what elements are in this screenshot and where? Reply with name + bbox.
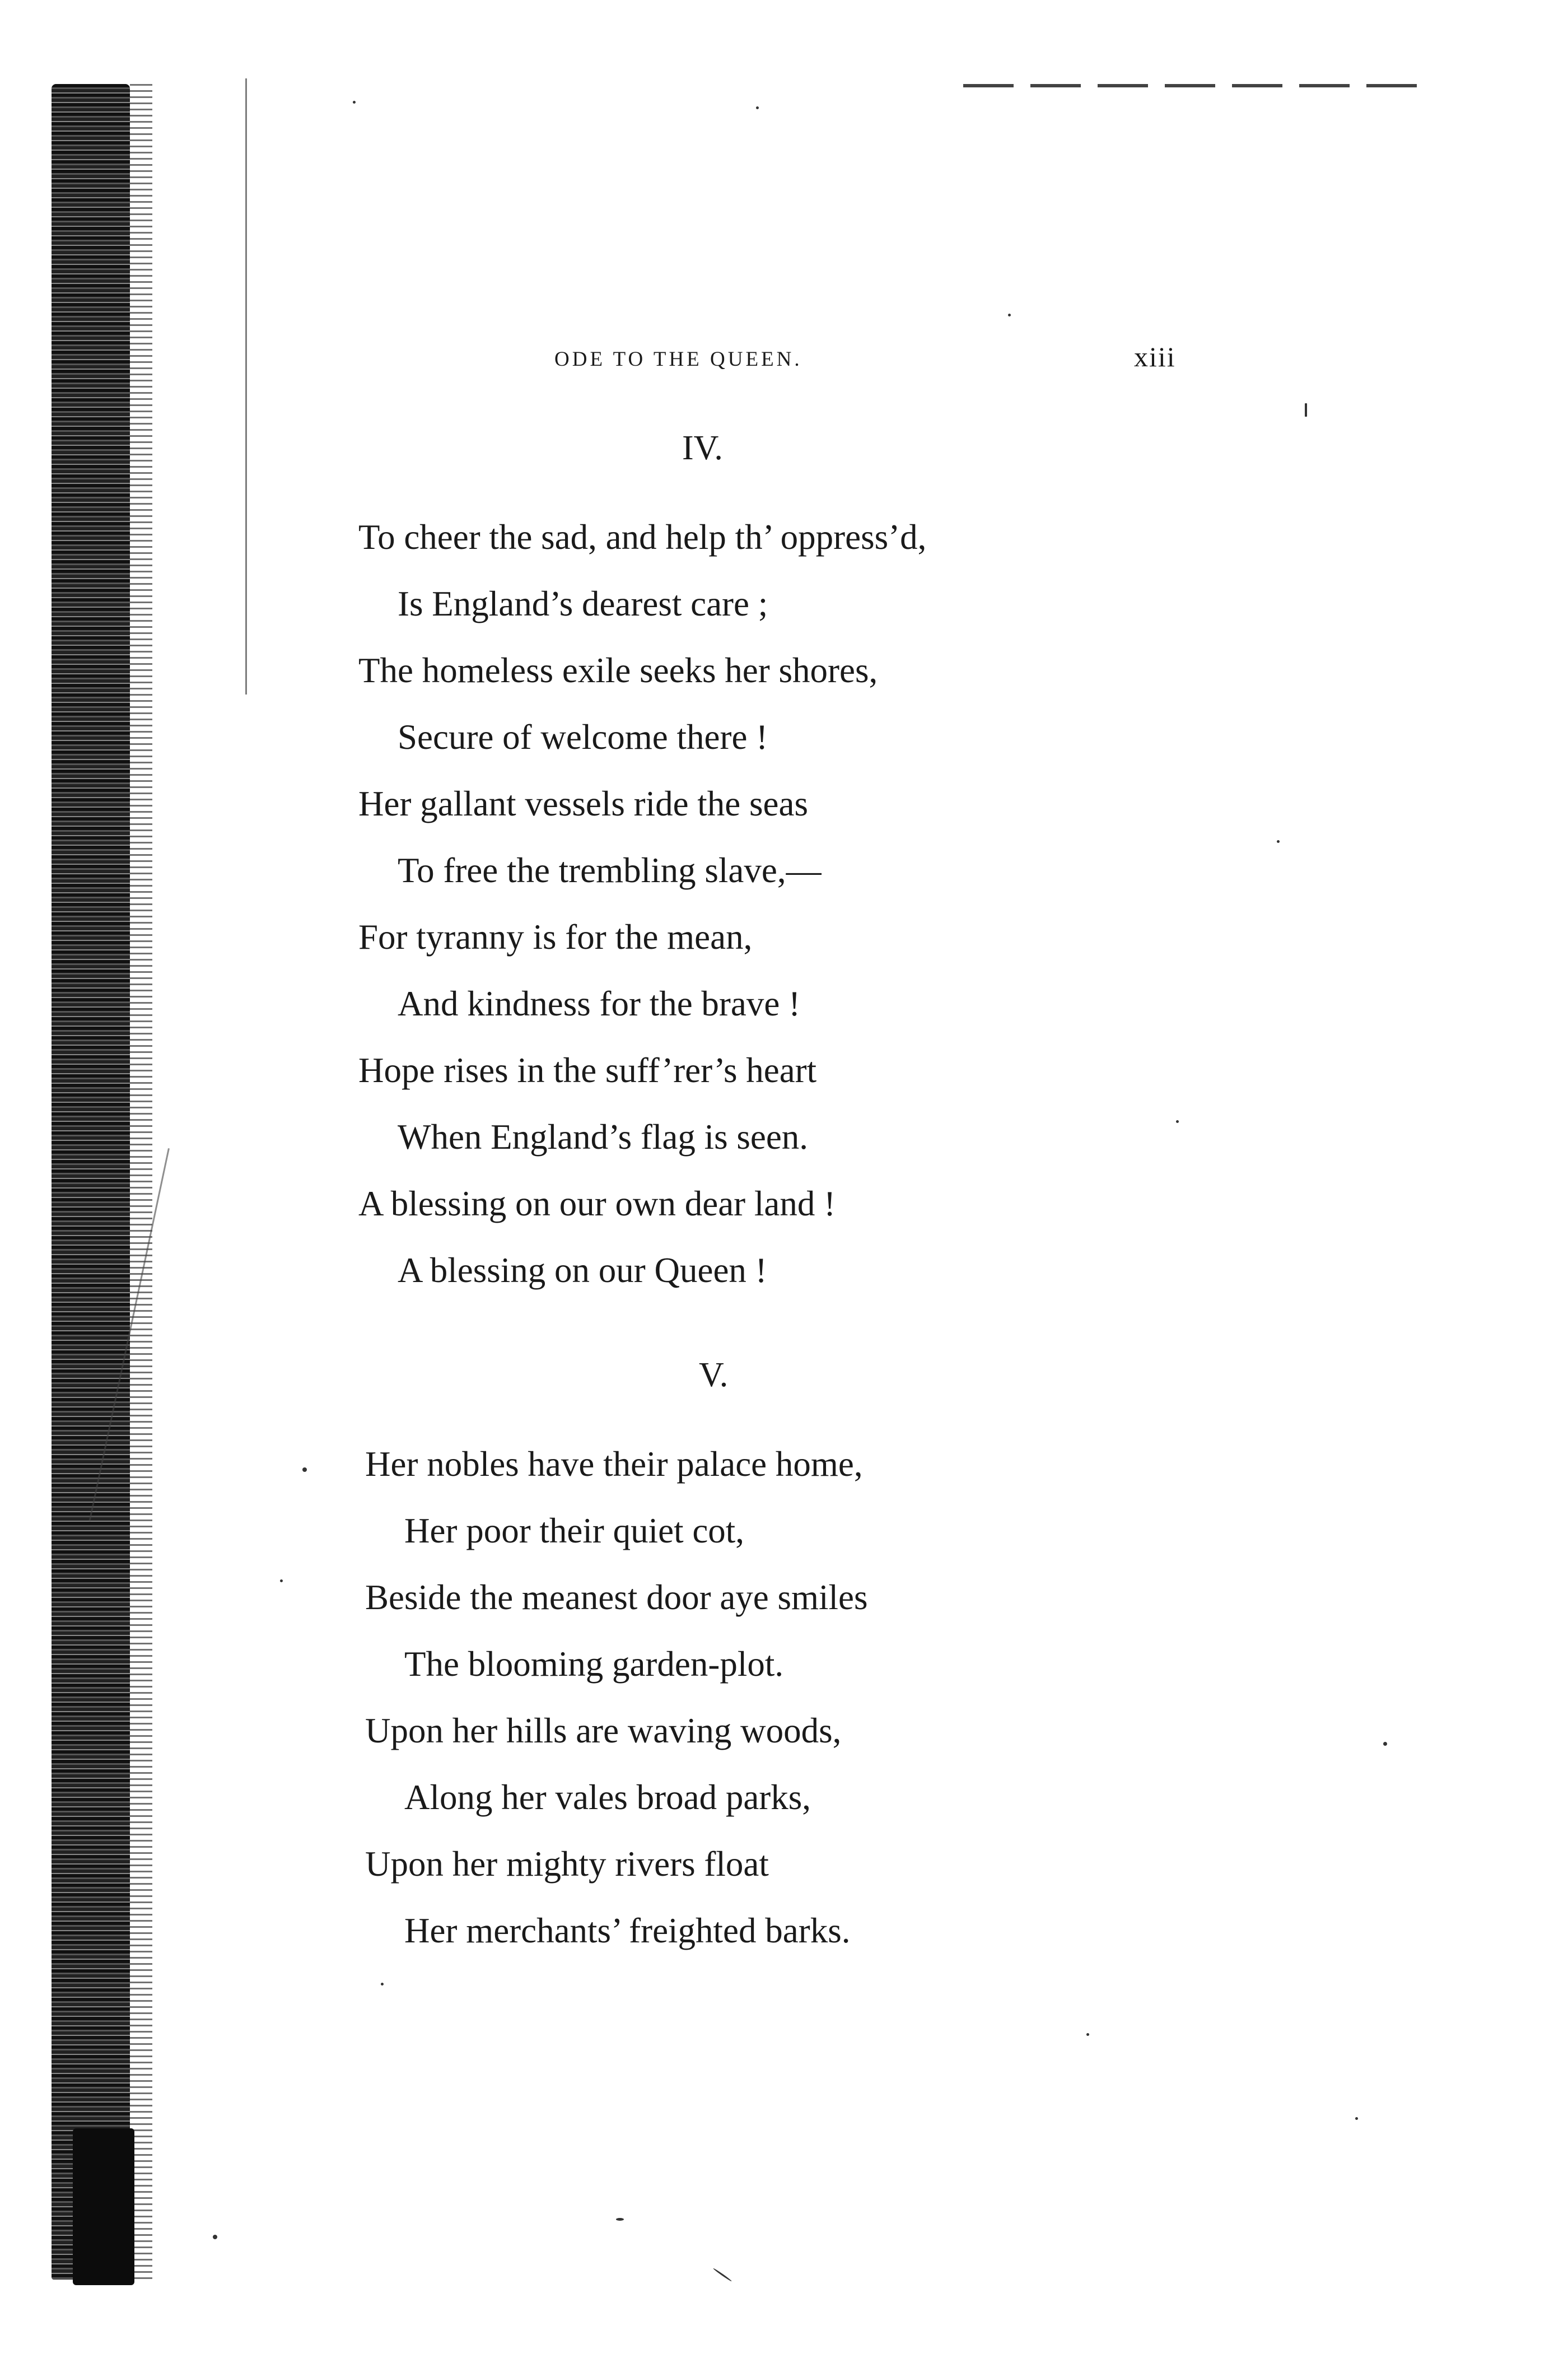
- verse-line: Upon her mighty rivers float: [365, 1844, 769, 1884]
- verse-line: Her gallant vessels ride the seas: [358, 784, 808, 823]
- verse-line: Is England’s dearest care ;: [398, 584, 768, 623]
- gutter-line: [245, 78, 247, 695]
- running-head: ODE TO THE QUEEN.: [554, 348, 802, 371]
- verse-line: A blessing on our Queen !: [398, 1251, 767, 1290]
- page-number: xiii: [1134, 341, 1176, 372]
- verse-line: The blooming garden-plot.: [404, 1644, 784, 1684]
- book-binding-edge: [52, 84, 130, 2280]
- verse-line: Her merchants’ freighted barks.: [404, 1911, 851, 1950]
- verse-line: And kindness for the brave !: [398, 984, 801, 1023]
- verse-line: When England’s flag is seen.: [398, 1117, 809, 1157]
- verse-line: Beside the meanest door aye smiles: [365, 1578, 868, 1617]
- verse-line: Along her vales broad parks,: [404, 1778, 811, 1817]
- verse-line: Upon her hills are waving woods,: [365, 1711, 842, 1750]
- binding-shadow: [73, 2128, 134, 2285]
- verse-line: For tyranny is for the mean,: [358, 917, 753, 957]
- verse-line: Her poor their quiet cot,: [404, 1511, 745, 1550]
- verse-line: The homeless exile seeks her shores,: [358, 651, 878, 690]
- verse-line: To cheer the sad, and help th’ oppress’d,: [358, 518, 927, 557]
- verse-line: Secure of welcome there !: [398, 717, 768, 757]
- torn-top-edge: [963, 84, 1422, 87]
- verse-line: A blessing on our own dear land !: [358, 1184, 836, 1223]
- verse-line: Hope rises in the suff’rer’s heart: [358, 1051, 817, 1090]
- stanza-number: V.: [699, 1356, 729, 1394]
- stanza-iv: [358, 504, 926, 1304]
- stanza-v: [365, 1431, 868, 1964]
- stanza-number: IV.: [682, 429, 723, 467]
- verse-line: Her nobles have their palace home,: [365, 1444, 863, 1484]
- verse-line: To free the trembling slave,—: [398, 851, 822, 890]
